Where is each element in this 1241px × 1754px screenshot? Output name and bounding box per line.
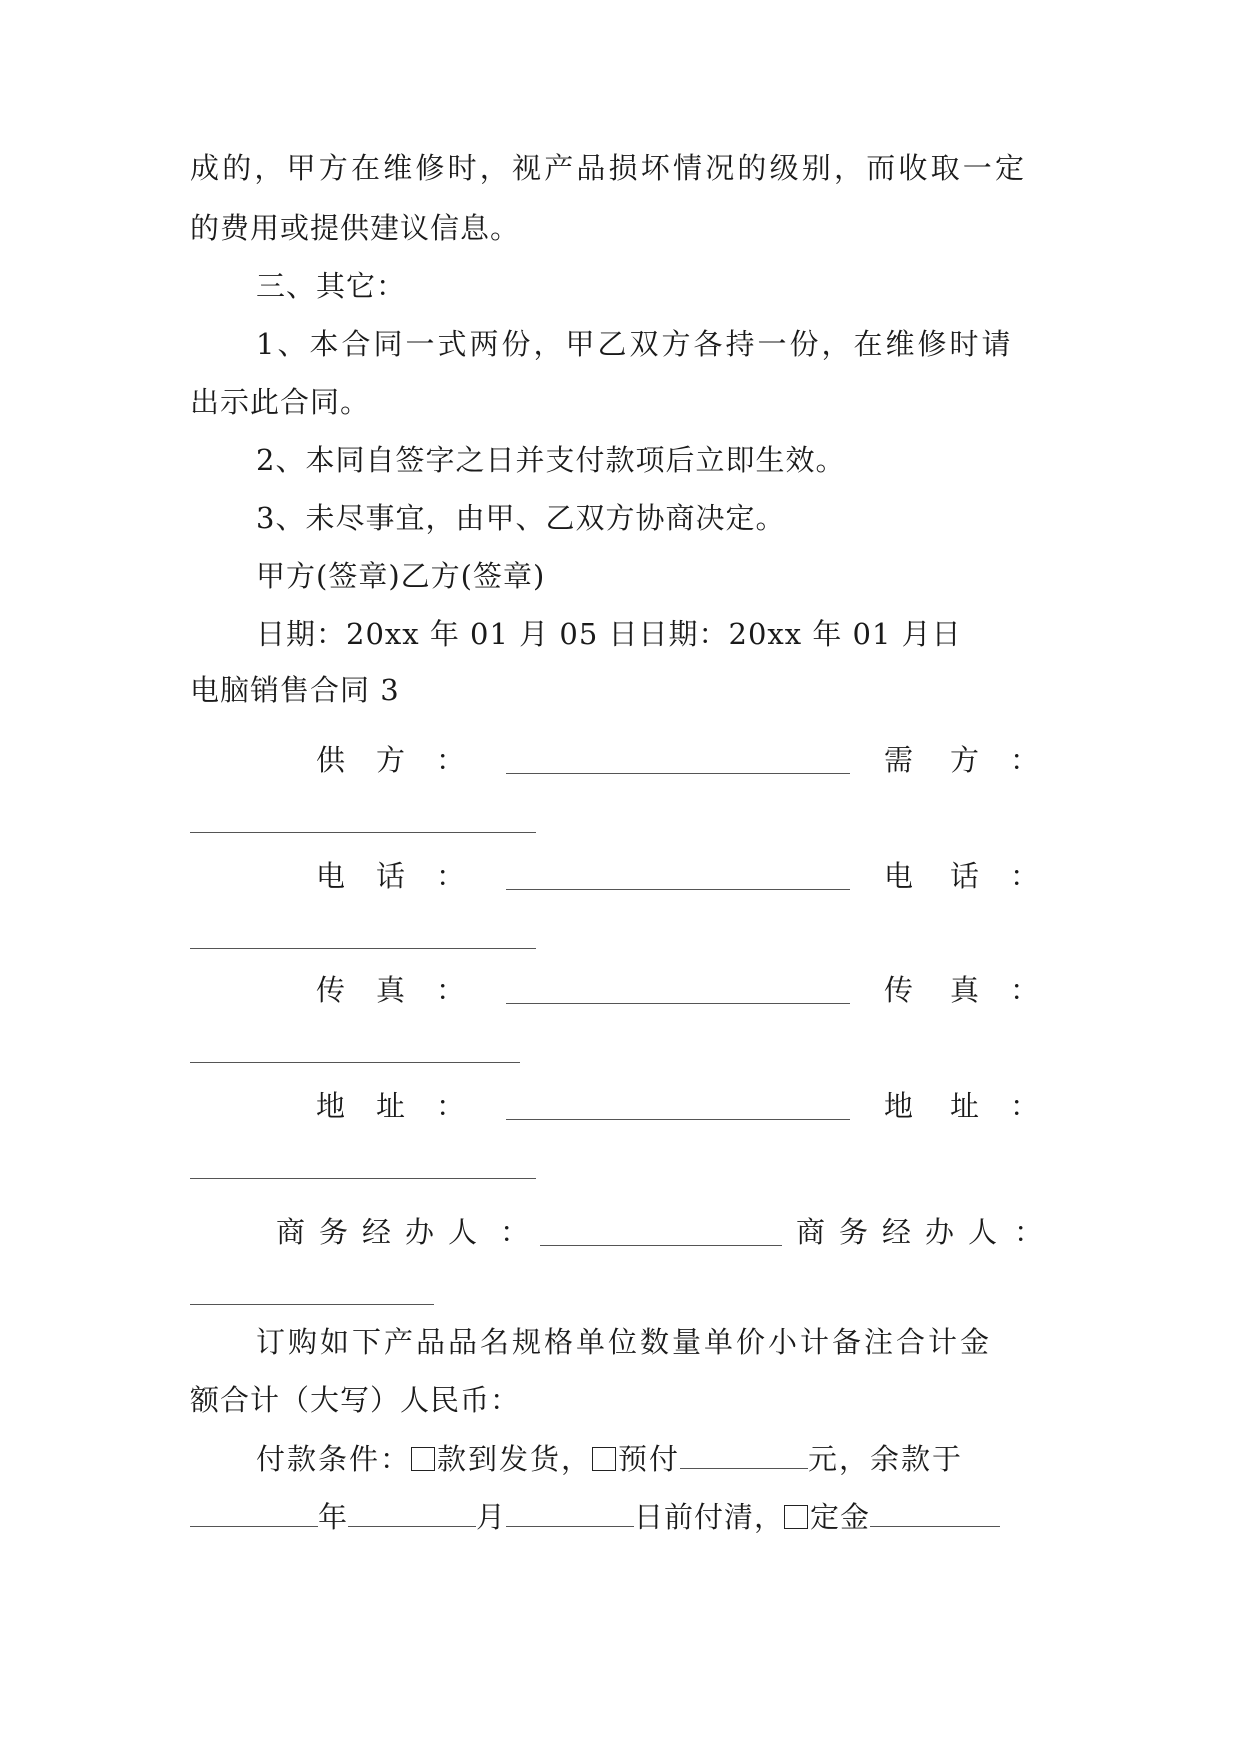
date-line: 日期：20xx 年 01 月 05 日日期：20xx 年 01 月日 bbox=[256, 617, 962, 651]
deposit-blank[interactable] bbox=[870, 1496, 1000, 1527]
field-blank-left[interactable] bbox=[506, 773, 850, 774]
clause-1-cont: 出示此合同。 bbox=[190, 385, 371, 419]
agent-label-text: 商务经办人 bbox=[796, 1215, 1012, 1249]
field-blank-left[interactable] bbox=[506, 889, 850, 890]
colon: ： bbox=[1014, 1215, 1044, 1249]
field-label-char: 方 bbox=[376, 743, 406, 777]
clause-3: 3、未尽事宜，由甲、乙双方协商决定。 bbox=[256, 501, 786, 535]
colon: ： bbox=[436, 859, 466, 893]
field-blank-right[interactable] bbox=[190, 1178, 536, 1179]
field-label-char: 供 bbox=[316, 743, 346, 777]
agent-label-left bbox=[276, 1212, 492, 1252]
colon: ： bbox=[1010, 973, 1040, 1007]
paragraph-line: 的费用或提供建议信息。 bbox=[190, 211, 521, 245]
field-blank-left[interactable] bbox=[506, 1119, 850, 1120]
clause-2: 2、本同自签字之日并支付款项后立即生效。 bbox=[256, 443, 846, 477]
field-blank-left[interactable] bbox=[506, 1003, 850, 1004]
paragraph-line bbox=[190, 148, 1045, 188]
clause-1: 1、本合同一式两份，甲乙双方各持一份，在维修时请 bbox=[256, 327, 1014, 361]
party-field-row bbox=[0, 740, 1241, 840]
checkbox-deposit[interactable] bbox=[784, 1505, 808, 1529]
checkbox-pay-on-arrival[interactable] bbox=[411, 1447, 435, 1471]
party-field-row bbox=[0, 970, 1241, 1070]
colon: ： bbox=[436, 1089, 466, 1123]
agent-label-text: 商务经办人 bbox=[276, 1215, 492, 1249]
prepay-amount-blank[interactable] bbox=[680, 1438, 808, 1469]
order-line: 订购如下产品品名规格单位数量单价小计备注合计金 bbox=[256, 1325, 993, 1359]
signature-line: 甲方(签章)乙方(签章) bbox=[256, 559, 546, 593]
field-blank-right[interactable] bbox=[190, 1062, 520, 1063]
month-blank[interactable] bbox=[348, 1496, 476, 1527]
field-label-char: 传 bbox=[884, 973, 914, 1007]
field-label-char: 电 bbox=[316, 859, 346, 893]
agent-blank-right[interactable] bbox=[190, 1304, 434, 1305]
field-label-char: 电 bbox=[884, 859, 914, 893]
colon: ： bbox=[1010, 1089, 1040, 1123]
year-blank[interactable] bbox=[190, 1496, 318, 1527]
agent-row bbox=[0, 1212, 1241, 1302]
party-field-row bbox=[0, 856, 1241, 956]
field-blank-right[interactable] bbox=[190, 948, 536, 949]
field-label-char: 方 bbox=[950, 743, 980, 777]
payment-terms-cont bbox=[190, 1496, 1000, 1537]
yuan-label: 元，余款于 bbox=[808, 1442, 964, 1476]
month-label: 月 bbox=[476, 1500, 507, 1534]
field-label-char: 地 bbox=[316, 1089, 346, 1123]
party-field-row bbox=[0, 1086, 1241, 1186]
agent-label-right bbox=[796, 1212, 1012, 1252]
agent-blank-left[interactable] bbox=[540, 1245, 782, 1246]
deposit-label: 定金 bbox=[810, 1500, 871, 1534]
field-blank-right[interactable] bbox=[190, 832, 536, 833]
paragraph-text: 成的，甲方在维修时，视产品损坏情况的级别，而收取一定 bbox=[190, 151, 1028, 185]
colon: ： bbox=[1010, 859, 1040, 893]
field-label-char: 真 bbox=[950, 973, 980, 1007]
field-label-char: 址 bbox=[950, 1089, 980, 1123]
day-blank[interactable] bbox=[506, 1496, 634, 1527]
field-label-char: 地 bbox=[884, 1089, 914, 1123]
order-line: 额合计（大写）人民币： bbox=[190, 1383, 521, 1417]
field-label-char: 址 bbox=[376, 1089, 406, 1123]
payment-prefix: 付款条件： bbox=[256, 1442, 412, 1476]
field-label-char: 话 bbox=[376, 859, 406, 893]
field-label-char: 需 bbox=[884, 743, 914, 777]
day-paid-label: 日前付清， bbox=[634, 1500, 785, 1534]
colon: ： bbox=[436, 973, 466, 1007]
field-label-char: 真 bbox=[376, 973, 406, 1007]
section-heading: 三、其它： bbox=[256, 269, 407, 303]
pay-on-arrival-label: 款到发货， bbox=[437, 1442, 593, 1476]
year-label: 年 bbox=[318, 1500, 349, 1534]
checkbox-prepay[interactable] bbox=[592, 1447, 616, 1471]
colon: ： bbox=[500, 1215, 530, 1249]
field-label-char: 传 bbox=[316, 973, 346, 1007]
field-label-char: 话 bbox=[950, 859, 980, 893]
contract-title: 电脑销售合同 3 bbox=[190, 673, 400, 707]
prepay-label: 预付 bbox=[618, 1442, 681, 1476]
colon: ： bbox=[1010, 743, 1040, 777]
colon: ： bbox=[436, 743, 466, 777]
payment-terms bbox=[256, 1438, 963, 1479]
